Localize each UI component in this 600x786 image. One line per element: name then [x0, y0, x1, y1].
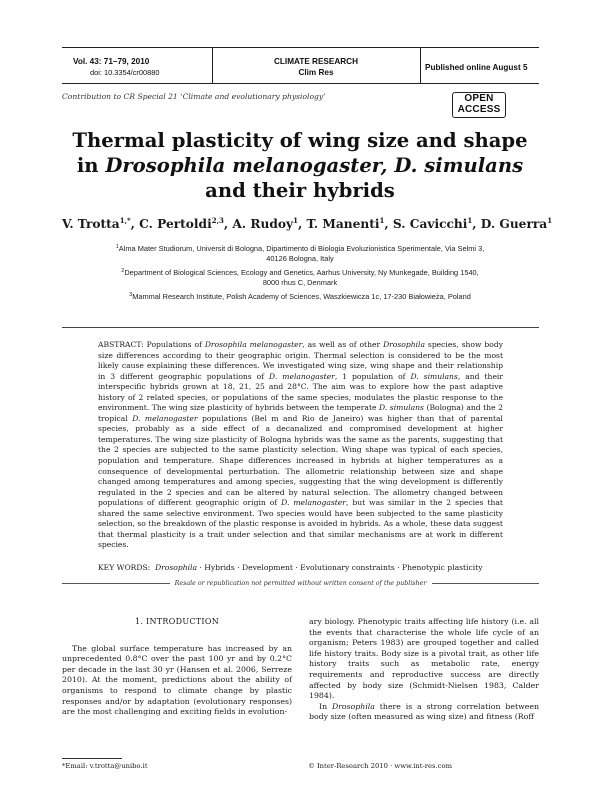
abstract-label: ABSTRACT:	[98, 340, 144, 349]
article-title: Thermal plasticity of wing size and shape in Drosophila melanogaster, D. simulans and their hybrids	[72, 129, 528, 202]
author: A. Rudoy$^1$,	[232, 216, 307, 231]
journal-doi: doi: 10.3354/cr00880	[90, 68, 160, 77]
journal-volume: Vol. 43: 71–79, 2010	[73, 57, 150, 66]
contribution-note: Contribution to CR Special 21 ‘Climate and evolutionary physiology’	[62, 92, 326, 101]
header-bottom-rule	[62, 83, 539, 84]
published-date: Published online August 5	[425, 63, 528, 72]
keywords-label: KEY WORDS:	[98, 563, 151, 572]
journal-name: CLIMATE RESEARCH	[274, 57, 358, 66]
abstract-top-rule	[62, 327, 539, 328]
author: D. Guerra$^1$	[480, 216, 553, 231]
title-species: Drosophila melanogaster, D. simulans	[105, 154, 524, 177]
open-access-line1: OPEN	[464, 93, 494, 104]
author-list	[62, 216, 553, 231]
author: C. Pertoldi$^{2,3}$,	[139, 216, 233, 231]
keywords: KEY WORDS: Drosophila · Hybrids · Development · Evolutionary constraints · Phenotypic plasticity	[98, 563, 483, 572]
abstract: ABSTRACT: Populations of Drosophila melanogaster, as well as of other Drosophila species, show body size differences according to their geographic origin. Thermal selection is considered to be the most likely cause explaining these differences. We investigated wing size, wing shape and their relationship in 3 different geographic populations of D. melanogaster, 1 population of D. simulans, and their interspecific hybrids grown at 18, 21, 25 and 28°C. The aim was to explore how the past adaptive history of 2 related species, or populations of the same species, modulates the plastic response to the environment. The wing size plasticity of hybrids between the temperate D. simulans (Bologna) and the 2 tropical D. melanogaster populations (Bel m and Rio de Janeiro) was higher than that of parental species, probably as a side effect of a decanalized and compromised development at higher temperatures. The wing size plasticity of Bologna hybrids was the same as the parents, suggesting that the 2 species are subjected to the same plasticity selection. Wing shape was typical of each species, population and temperature. Shape differences increased in hybrids at higher temperatures as a consequence of developmental perturbation. The allometric relationship between size and shape changed among temperatures and among species, suggesting that the wing development is differently regulated in the 2 species and can be altered by natural selection. The allometry changed between populations of different geographic origin of D. melanogaster, but was similar in the 2 species that shared the same selective environment. Two species would have been subjected to the same plasticity selection, so the breakdown of the plastic response is avoided in hybrids. As a whole, these data suggest that thermal plasticity is a trait under selection and that similar mechanisms are at work in different species.	[98, 340, 504, 550]
intro-paragraph: The global surface temperature has increased by an unprecedented 0.8°C over the past 100 yr and by 0.2°C per decade in the last 30 yr (Hansen et al. 2006, Serreze 2010). At the moment, predictions about the ability of organisms to respond to climate change by plastic responses and/or by adaptation (evolutionary responses) are the most challenging and exciting fields in evolution-	[62, 643, 292, 717]
affiliation-2: $^2$Department of Biological Sciences, Ecology and Genetics, Aarhus University, Ny Munkegade, Building 1540, 8000 rhus C, Denmark	[121, 268, 479, 287]
author: S. Cavicchi$^1$,	[392, 216, 481, 231]
copyright: © Inter-Research 2010 · www.int-res.com	[308, 762, 453, 770]
rights-statement: Resale or republication not permitted without written consent of the publisher	[174, 580, 427, 587]
author: T. Manenti$^1$,	[306, 216, 393, 231]
intro-paragraph: In Drosophila there is a strong correlation between body size (often measured as wing size) and fitness (Roff	[309, 701, 539, 722]
affiliation-3: $^3$Mammal Research Institute, Polish Academy of Sciences, Waszkiewicza 1c, 17-230 Białowieża, Poland	[129, 292, 471, 301]
journal-short-name: Clim Res	[298, 68, 334, 77]
introduction-heading: 1. INTRODUCTION	[134, 617, 220, 626]
left-column	[62, 617, 292, 718]
header-divider-right	[420, 47, 421, 83]
corresponding-email: *Email: v.trotta@unibo.it	[62, 762, 148, 770]
author: V. Trotta$^{1,*}$,	[62, 216, 140, 231]
footnote-rule	[62, 758, 122, 759]
affiliation-1: $^1$Alma Mater Studiorum, Universit di Bologna, Dipartimento di Biologia Evoluzionistica Sperimentale, Via Selmi 3, 40126 Bologna, Italy	[115, 244, 485, 263]
intro-paragraph: ary biology. Phenotypic traits affecting life history (i.e. all the events that characterise the whole life cycle of an organism; Peters 1983) are grouped together and called life history traits. Body size is a pivotal trait, as other life history traits such as metabolic rate, energy requirements and reproductive success are directly affected by body size (Schmidt-Nielsen 1983, Calder 1984).	[309, 617, 539, 701]
open-access-line2: ACCESS	[457, 104, 501, 115]
header-top-rule	[62, 47, 539, 48]
right-column	[309, 617, 539, 723]
open-access-logo[interactable]	[452, 92, 506, 118]
